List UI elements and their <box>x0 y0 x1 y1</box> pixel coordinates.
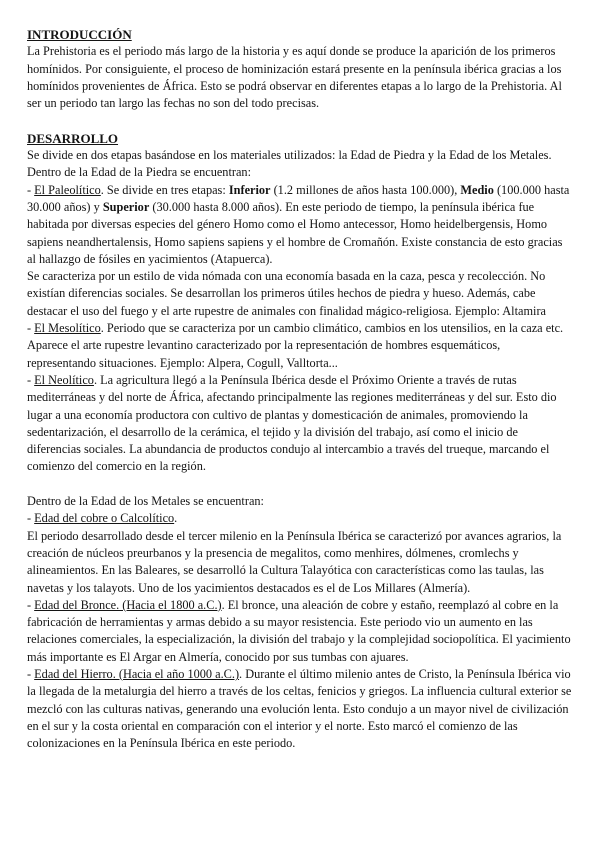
desarrollo-intro-paragraph: Se divide en dos etapas basándose en los materiales utilizados: la Edad de Piedra y la Edad de los Metales. Dentro de la Edad de la Piedra se encuentran: <box>27 148 552 180</box>
paleolitico-text-2: (1.2 millones de años hasta 100.000), <box>270 182 461 197</box>
paleolitico-paragraph-2: Se caracteriza por un estilo de vida nómada con una economía basada en la caza, pesca y recolección. No existían diferencias sociales. Se desarrollan los primeros útiles hechos de piedra y hueso. Además, cabe destacar el uso del fuego y el arte rupestre de animales con finalidad mágico-religiosa. Ejemplo: Altamira <box>27 269 547 318</box>
paleolitico-superior-term: Superior <box>102 199 150 214</box>
intro-heading: INTRODUCCIÓN <box>27 27 132 42</box>
desarrollo-heading: DESARROLLO <box>27 130 119 146</box>
cobre-paragraph: El periodo desarrollado desde el tercer milenio en la Península Ibérica se caracterizó por avances agrarios, la creación de núcleos preurbanos y la presencia de megalitos, como menhires, dólmenes, cromlechs y alineamientos. En las Baleares, se desarrolló la Cultura Talayótica con características como las taulas, las navetas y los talayots. Uno de los yacimientos destacados es el de Los Millares (Almería). <box>27 528 562 595</box>
neolitico-paragraph <box>27 372 572 476</box>
list-dash: - <box>27 666 35 681</box>
paleolitico-text-1: . Se divide en tres etapas: <box>100 182 229 197</box>
bronce-text: . El bronce, una aleación de cobre y estaño, reemplazó al cobre en la fabricación de herramientas y armas debido a su mayor resistencia. Este periodo vio un aumento en las relaciones comerciales, la especialización, la división del trabajo y la complejidad sociopolítica. El yacimiento más importante es El Argar en Almería, conocido por sus tumbas con ajuares. <box>27 597 571 664</box>
mesolitico-term: El Mesolítico <box>34 321 101 336</box>
list-dash: - <box>27 372 35 387</box>
paleolitico-term: El Paleolítico <box>34 182 101 197</box>
list-dash: - <box>27 511 35 526</box>
blank-line <box>27 112 572 129</box>
cobre-period: . <box>174 511 178 526</box>
bronce-paragraph <box>27 597 572 666</box>
list-dash: - <box>27 182 35 197</box>
cobre-term: Edad del cobre o Calcolítico <box>34 511 175 526</box>
hierro-text: . Durante el último milenio antes de Cristo, la Península Ibérica vio la llegada de la metalurgia del hierro a través de los celtas, fenicios y griegos. La influencia cultural exterior se mezcló con las culturas nativas, generando una evolución lenta. Esto condujo a un mayor nivel de civilización en el sur y la costa oriental en comparación con el interior y el norte. Esto marcó el comienzo de las colonizaciones en la Península Ibérica en este periodo. <box>27 666 572 751</box>
intro-paragraph: La Prehistoria es el periodo más largo de la historia y es aquí donde se produce la aparición de los primeros homínidos. Por consiguiente, el proceso de hominización estará presente en la península ibérica gracias a los homínidos provenientes de África. Esto se podrá observar en diferentes etapas a lo largo de la Prehistoria. Al ser un periodo tan largo las fechas no son del todo precisas. <box>27 44 562 111</box>
neolitico-text: . La agricultura llegó a la Península Ibérica desde el Próximo Oriente a través de rutas mediterráneas y del norte de África, afectando principalmente las regiones mediterráneas y del sur. Esto dio lugar a una economía productora con cultivo de plantas y domesticación de animales, promoviendo la sedentarización, el desarrollo de la cerámica, el tejido y la división del trabajo, así como el inicio de diferencias sociales. La abundancia de productos condujo al intercambio a través del trueque, marcando el comienzo del comercio en la región. <box>27 372 557 474</box>
paleolitico-text-3: (100.000 hasta 30.000 años) y <box>27 182 570 214</box>
list-dash: - <box>27 597 35 612</box>
paleolitico-text-4: (30.000 hasta 8.000 años). En este periodo de tiempo, la península ibérica fue habitada por diversas especies del género Homo como el Homo antecessor, Homo heidelbergensis, Homo sapiens neandhertalensis, Homo sapiens sapiens y el hombre de Cromañón. Existe constancia de esto gracias al hallazgo de fósiles en yacimientos (Atapuerca). <box>27 199 563 266</box>
neolitico-term: El Neolítico <box>34 372 94 387</box>
cobre-heading-line <box>27 510 572 527</box>
mesolitico-text: . Periodo que se caracteriza por un cambio climático, cambios en los utensilios, en la caza etc. Aparece el arte rupestre levantino caracterizado por la representación de hombres esquemáticos, representando situaciones. Ejemplo: Alpera, Cogull, Valltorta... <box>27 321 564 370</box>
list-dash: - <box>27 321 35 336</box>
paleolitico-inferior-term: Inferior <box>228 182 271 197</box>
hierro-paragraph <box>27 666 572 752</box>
paleolitico-medio-term: Medio <box>460 182 494 197</box>
blank-line <box>27 476 572 493</box>
bronce-term: Edad del Bronce. (Hacia el 1800 a.C.) <box>34 597 222 612</box>
paleolitico-paragraph <box>27 182 572 268</box>
hierro-term: Edad del Hierro. (Hacia el año 1000 a.C.) <box>34 666 240 681</box>
mesolitico-paragraph <box>27 320 572 372</box>
metales-intro-paragraph: Dentro de la Edad de los Metales se encuentran: <box>27 494 264 509</box>
